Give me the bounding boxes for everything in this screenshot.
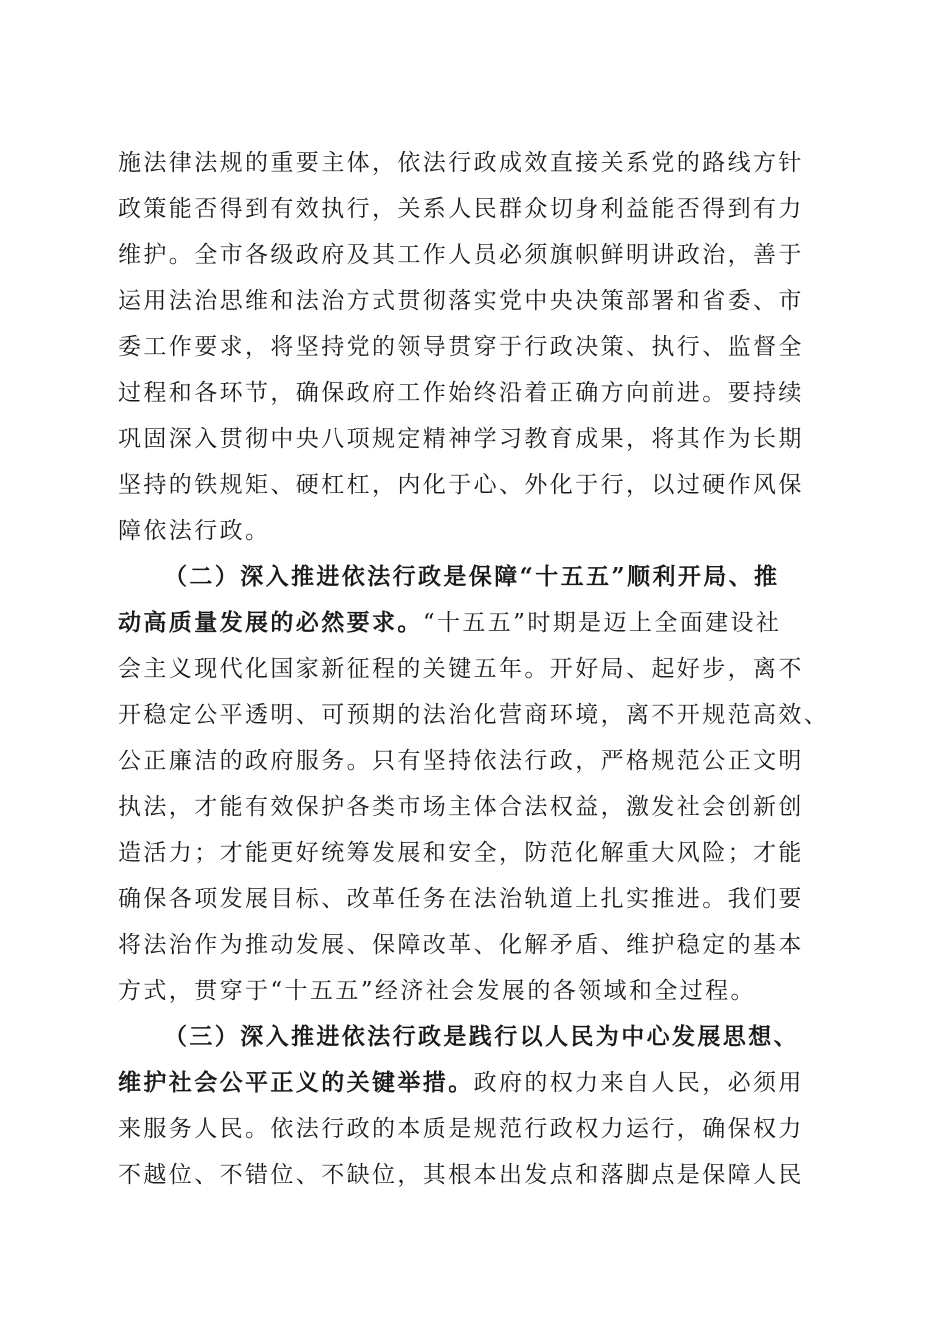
paragraph-1-line-9: 障依法行政。 xyxy=(118,518,271,544)
paragraph-3-line-2-rest: 政府的权力来自人民，必须用 xyxy=(473,1070,804,1096)
paragraph-1-line-2: 政策能否得到有效执行，关系人民群众切身利益能否得到有力 xyxy=(118,196,804,222)
paragraph-2-heading-line-1: （二）深入推进依法行政是保障“十五五”顺利开局、推 xyxy=(164,563,780,590)
paragraph-1-line-6: 过程和各环节，确保政府工作始终沿着正确方向前进。要持续 xyxy=(118,380,804,406)
paragraph-2-heading-end: 动高质量发展的必然要求。 xyxy=(118,609,423,636)
paragraph-1-line-8: 坚持的铁规矩、硬杠杠，内化于心、外化于行，以过硬作风保 xyxy=(118,472,804,498)
paragraph-2-line-2-rest: “十五五”时期是迈上全面建设社 xyxy=(422,610,782,636)
paragraph-1-line-1: 施法律法规的重要主体，依法行政成效直接关系党的路线方针 xyxy=(118,150,804,176)
paragraph-3-heading-end: 维护社会公平正义的关键举措。 xyxy=(118,1069,474,1096)
paragraph-2-line-9: 将法治作为推动发展、保障改革、化解矛盾、维护稳定的基本 xyxy=(118,932,804,958)
paragraph-3-line-4: 不越位、不错位、不缺位，其根本出发点和落脚点是保障人民 xyxy=(118,1162,804,1188)
paragraph-1-line-3: 维护。全市各级政府及其工作人员必须旗帜鲜明讲政治，善于 xyxy=(118,242,804,268)
paragraph-2-line-5: 公正廉洁的政府服务。只有坚持依法行政，严格规范公正文明 xyxy=(118,748,804,774)
paragraph-2-line-2 xyxy=(118,603,838,643)
paragraph-2-line-3: 会主义现代化国家新征程的关键五年。开好局、起好步，离不 xyxy=(118,656,804,682)
paragraph-2-line-7: 造活力；才能更好统筹发展和安全，防范化解重大风险；才能 xyxy=(118,840,804,866)
paragraph-3-line-2 xyxy=(118,1063,838,1103)
paragraph-2-line-4: 开稳定公平透明、可预期的法治化营商环境，离不开规范高效、 xyxy=(118,702,830,728)
paragraph-1-line-7: 巩固深入贯彻中央八项规定精神学习教育成果，将其作为长期 xyxy=(118,426,804,452)
paragraph-3-heading-line-1: （三）深入推进依法行政是践行以人民为中心发展思想、 xyxy=(164,1023,799,1050)
paragraph-2-line-10: 方式，贯穿于“十五五”经济社会发展的各领域和全过程。 xyxy=(118,978,756,1004)
paragraph-1-line-4: 运用法治思维和法治方式贯彻落实党中央决策部署和省委、市 xyxy=(118,288,804,314)
paragraph-2-line-6: 执法，才能有效保护各类市场主体合法权益，激发社会创新创 xyxy=(118,794,804,820)
paragraph-1-line-5: 委工作要求，将坚持党的领导贯穿于行政决策、执行、监督全 xyxy=(118,334,804,360)
paragraph-2-line-8: 确保各项发展目标、改革任务在法治轨道上扎实推进。我们要 xyxy=(118,886,804,912)
paragraph-3-line-3: 来服务人民。依法行政的本质是规范行政权力运行，确保权力 xyxy=(118,1116,804,1142)
